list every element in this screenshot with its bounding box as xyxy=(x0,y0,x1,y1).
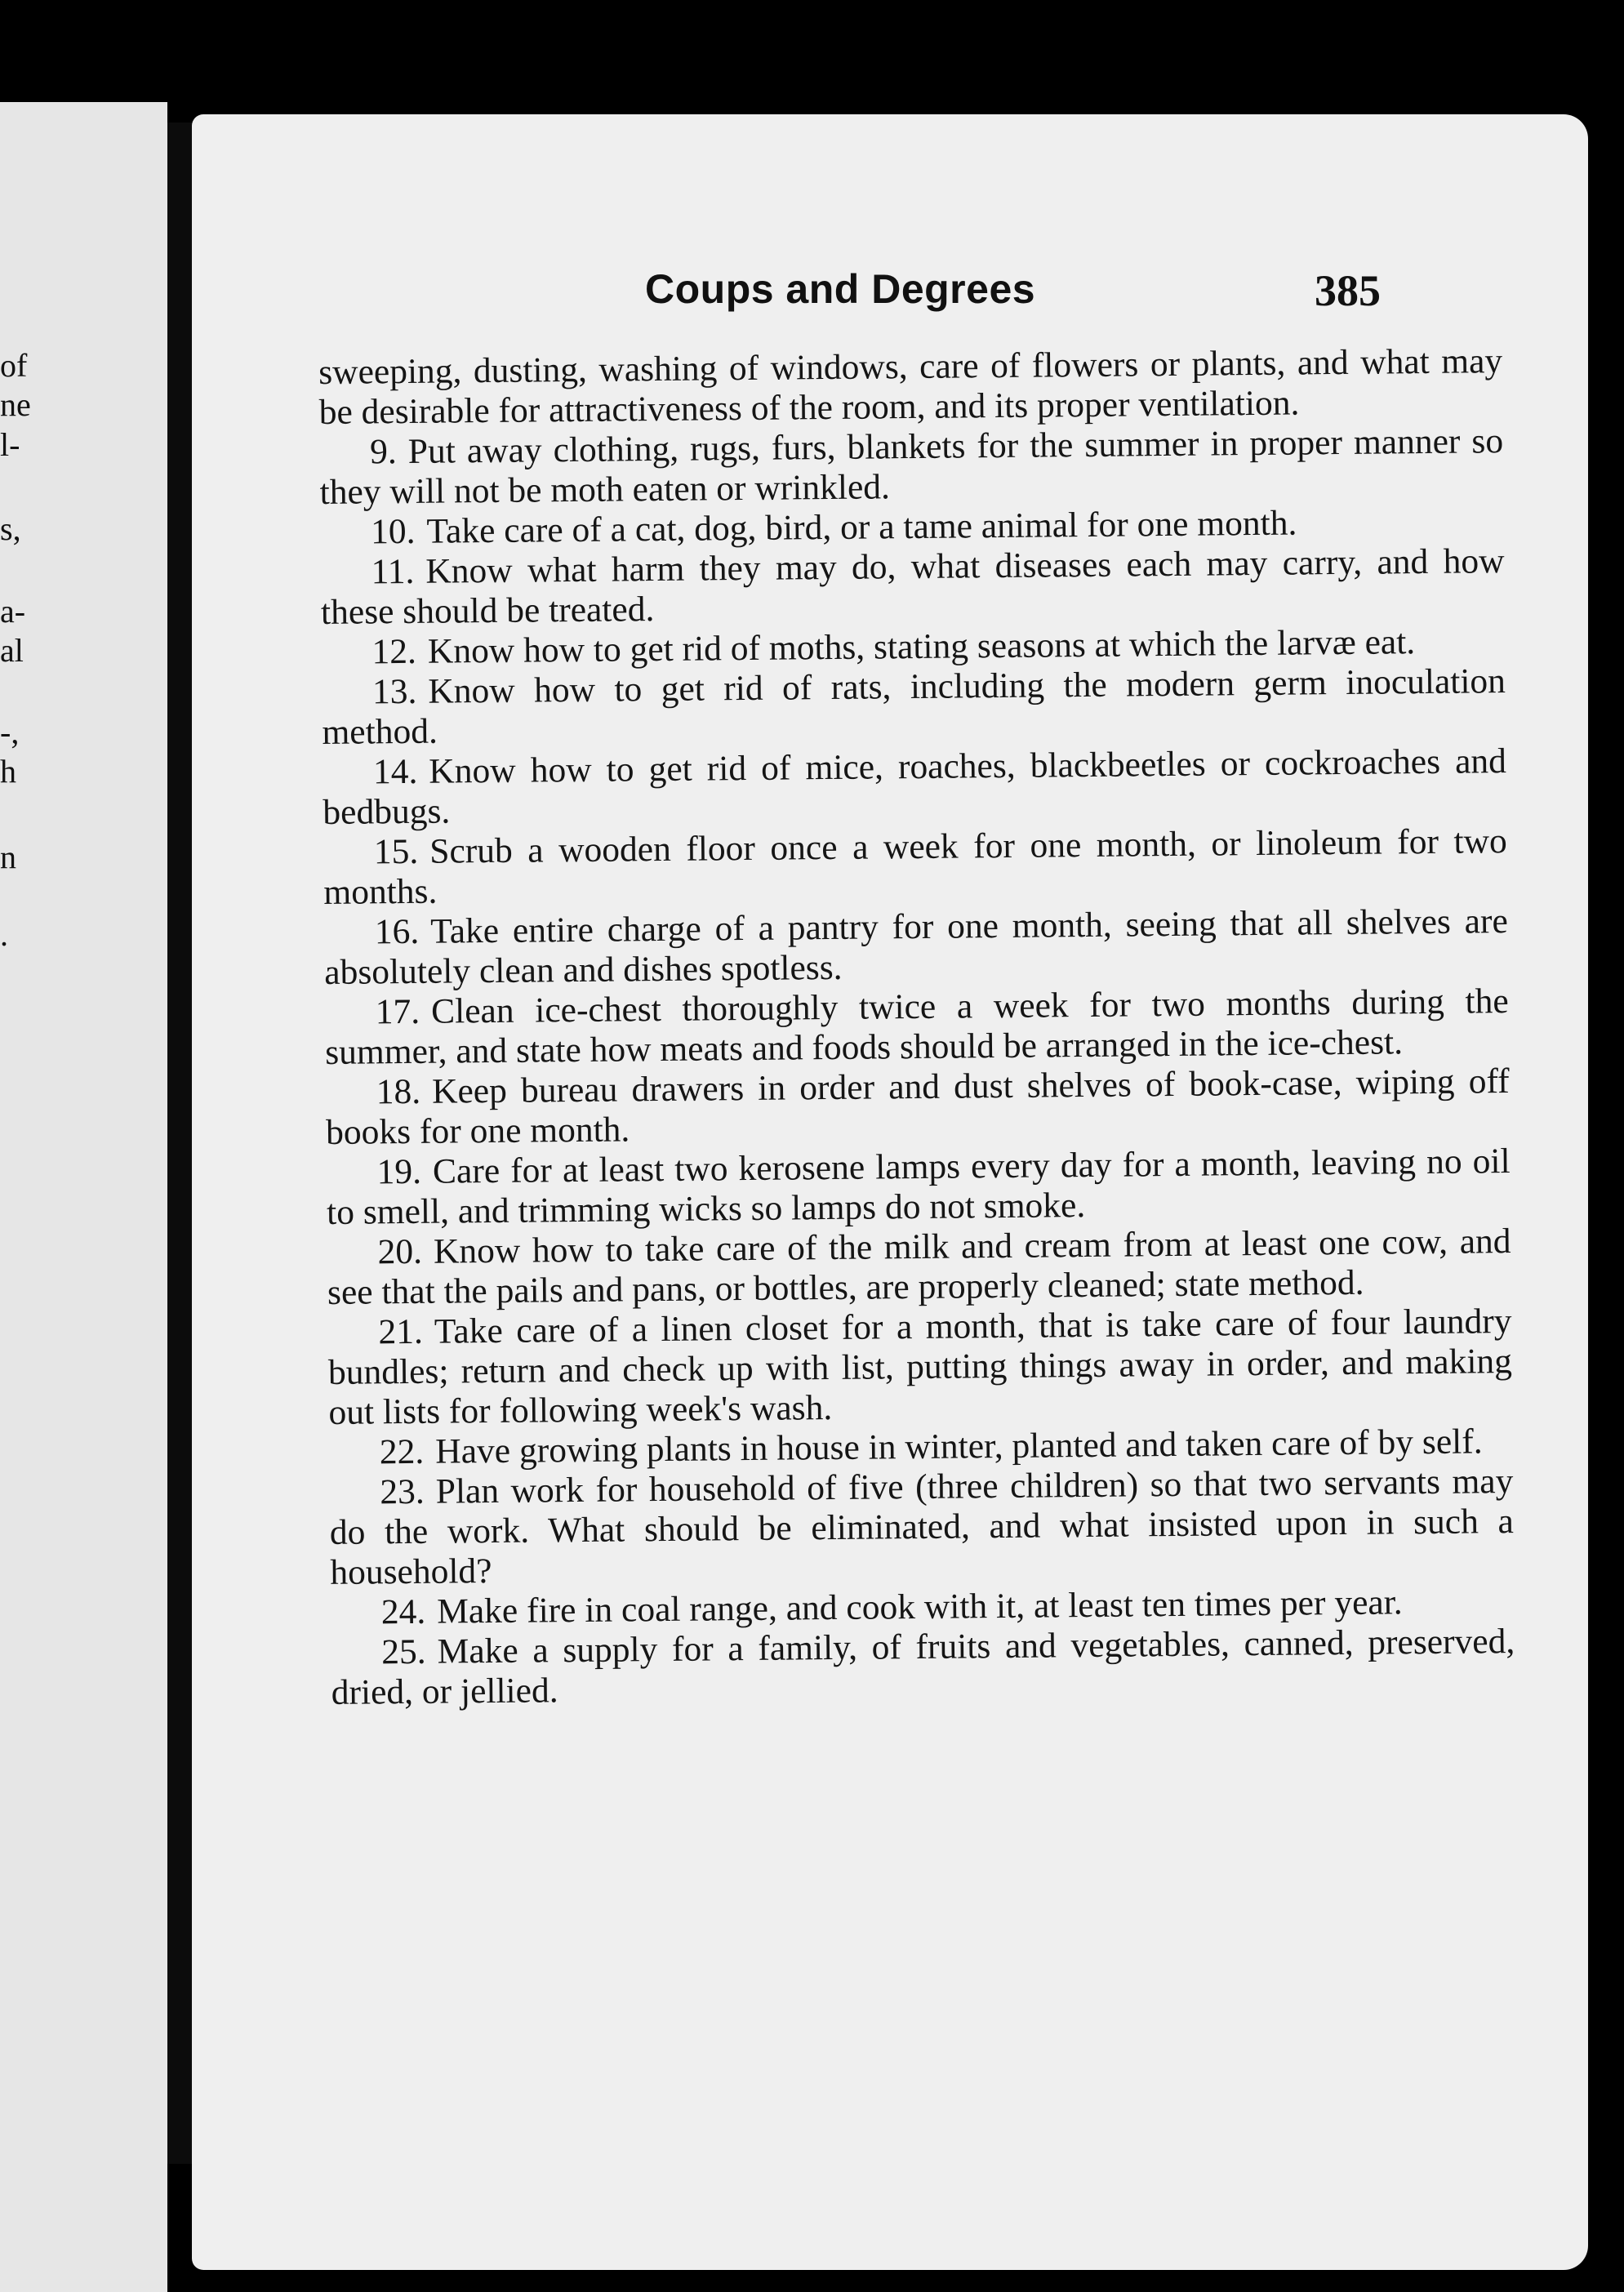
facing-fragment: a- xyxy=(0,593,26,630)
item-text: Put away clothing, rugs, furs, blankets for the summer in proper manner so they will not be moth eaten or wrinkled. xyxy=(319,421,1504,512)
facing-fragment: . xyxy=(0,916,8,953)
item-text: Plan work for household of five (three children) so that two servants may do the work. What should be eliminated, and what insisted upon in such a household? xyxy=(329,1462,1515,1592)
item-number: 21. xyxy=(378,1311,424,1352)
book-spine-gutter xyxy=(167,122,192,2164)
item-number: 16. xyxy=(374,911,420,952)
item-text: Make a supply for a family, of fruits and vegetables, canned, preserved, dried, or jellied. xyxy=(331,1622,1515,1712)
item-text: Scrub a wooden floor once a week for one month, or linoleum for two months. xyxy=(323,821,1508,912)
item-text: Keep bureau drawers in order and dust shelves of book-case, wiping off books for one month. xyxy=(325,1061,1510,1152)
facing-fragment: of xyxy=(0,347,28,384)
item-text: Know how to get rid of mice, roaches, blackbeetles or cockroaches and bedbugs. xyxy=(323,741,1507,832)
item-text: Know how to get rid of rats, including the modern germ inoculation method. xyxy=(322,661,1506,752)
continuation-paragraph: sweeping, dusting, washing of windows, care of flowers or plants, and what may be desirable for attractiveness of the room, and its proper ventilation. xyxy=(318,341,1503,432)
item-text: Know how to get rid of moths, stating seasons at which the larvæ eat. xyxy=(427,622,1416,671)
running-title: Coups and Degrees xyxy=(645,266,1036,312)
item-number: 13. xyxy=(372,671,417,712)
list-item xyxy=(331,1622,1515,1713)
requirements-list xyxy=(319,421,1515,1713)
item-number: 17. xyxy=(375,991,420,1032)
item-number: 9. xyxy=(369,432,398,472)
list-item xyxy=(322,661,1506,753)
item-number: 14. xyxy=(372,751,418,792)
list-item xyxy=(325,981,1510,1073)
facing-fragment: ne xyxy=(0,386,31,423)
facing-fragment: -, xyxy=(0,714,20,750)
item-number: 18. xyxy=(376,1071,421,1112)
item-text: Know how to take care of the milk and cream from at least one cow, and see that the pails and pans, or bottles, are properly cleaned; state method. xyxy=(327,1222,1511,1312)
item-text: Take care of a linen closet for a month, that is take care of four laundry bundles; return and check up with list, putting things away in order, and making out lists for following week's wash. xyxy=(327,1302,1513,1432)
list-item xyxy=(325,1061,1510,1153)
list-item xyxy=(327,1302,1512,1433)
item-number: 15. xyxy=(373,831,419,872)
book-page xyxy=(192,114,1588,2270)
list-item xyxy=(327,1222,1511,1313)
list-item xyxy=(323,741,1507,833)
facing-fragment: s, xyxy=(0,510,21,547)
item-text: Know what harm they may do, what diseases each may carry, and how these should be treated. xyxy=(320,541,1505,632)
list-item xyxy=(323,821,1508,913)
list-item xyxy=(320,541,1505,633)
facing-fragment: n xyxy=(0,839,16,875)
item-number: 22. xyxy=(379,1431,425,1472)
facing-fragment: al xyxy=(0,632,24,669)
list-item xyxy=(329,1462,1514,1593)
list-item xyxy=(324,901,1509,993)
item-number: 20. xyxy=(377,1231,423,1272)
item-number: 25. xyxy=(381,1631,426,1672)
facing-fragment: h xyxy=(0,753,16,790)
item-number: 10. xyxy=(370,511,416,552)
item-number: 12. xyxy=(372,631,417,672)
page-header xyxy=(192,265,1588,323)
item-text: Have growing plants in house in winter, planted and taken care of by self. xyxy=(435,1422,1483,1471)
item-text: Care for at least two kerosene lamps every day for a month, leaving no oil to smell, and trimming wicks so lamps do not smoke. xyxy=(326,1142,1511,1232)
item-text: Take entire charge of a pantry for one month, seeing that all shelves are absolutely clean and dishes spotless. xyxy=(324,901,1508,992)
item-text: Make fire in coal range, and cook with it, at least ten times per year. xyxy=(436,1582,1403,1631)
list-item xyxy=(326,1142,1511,1233)
facing-fragment: l- xyxy=(0,426,20,463)
list-item xyxy=(319,421,1504,513)
item-number: 24. xyxy=(380,1591,426,1632)
facing-page-edge xyxy=(0,102,167,2292)
item-number: 11. xyxy=(371,551,415,592)
page-body xyxy=(318,341,1515,1713)
item-number: 19. xyxy=(376,1151,422,1192)
item-number: 23. xyxy=(380,1471,425,1512)
item-text: Take care of a cat, dog, bird, or a tame animal for one month. xyxy=(426,503,1297,551)
page-number: 385 xyxy=(1315,266,1381,315)
item-text: Clean ice-chest thoroughly twice a week for two months during the summer, and state how meats and foods should be arranged in the ice-chest. xyxy=(324,981,1509,1072)
